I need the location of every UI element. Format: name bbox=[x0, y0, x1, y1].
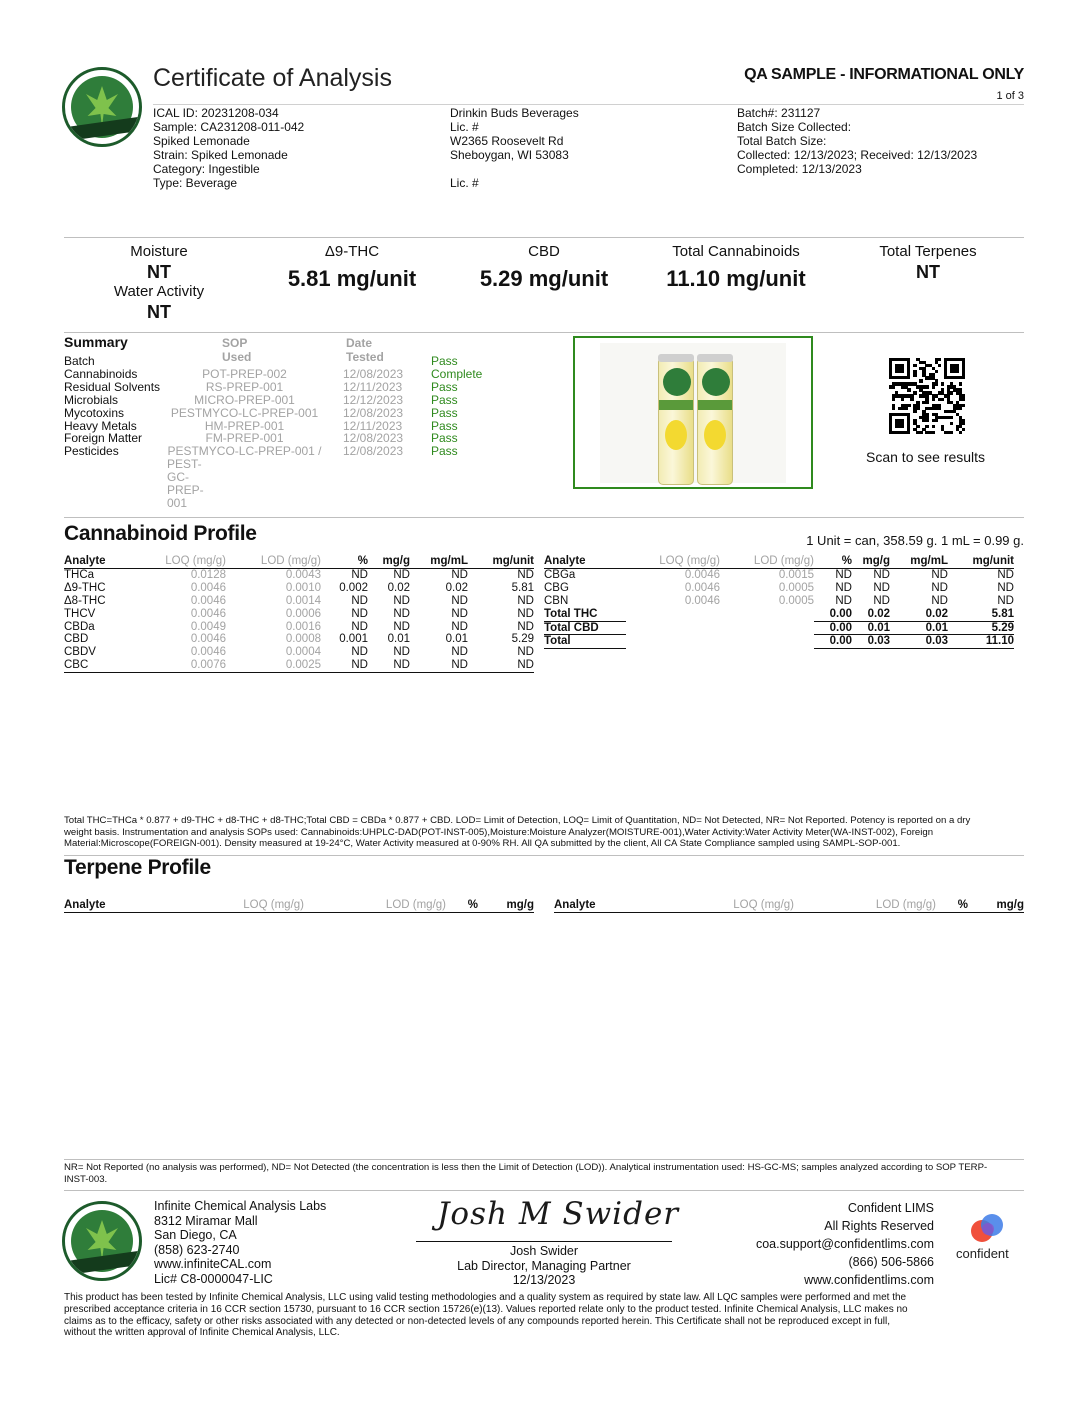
cell-lod bbox=[720, 608, 814, 621]
table-row bbox=[544, 635, 1014, 649]
summary-bottom-rule bbox=[64, 332, 1024, 333]
cell-mg-g: 0.02 bbox=[852, 608, 890, 621]
lims-line: Confident LIMS bbox=[847, 1201, 934, 1215]
thc-value: 5.81 mg/unit bbox=[287, 266, 417, 291]
cell-loq: 0.0128 bbox=[190, 568, 226, 581]
col-mg-g: mg/g bbox=[852, 555, 890, 568]
col-lod: LOD (mg/g) bbox=[794, 899, 936, 912]
terpene-profile-title: Terpene Profile bbox=[64, 856, 211, 879]
summary-sop: FM-PREP-001 bbox=[205, 431, 284, 446]
cell-mg-unit: ND bbox=[517, 568, 534, 581]
cell-mg-g: 0.01 bbox=[387, 633, 410, 646]
summary-title: Summary bbox=[64, 334, 128, 350]
table-row bbox=[544, 608, 1014, 621]
col-loq: LOQ (mg/g) bbox=[626, 555, 720, 568]
disclaimer-line: This product has been tested by Infinite Chemical Analysis, LLC using valid testing methodologies and a quality system as required by state law. All LQC samples were performed and met the bbox=[64, 1292, 907, 1303]
col-mg-g: mg/g bbox=[968, 899, 1024, 912]
summary-sop: PEST-GC-PREP-001 bbox=[167, 457, 204, 510]
cell-percent: ND bbox=[351, 607, 368, 620]
cell-analyte: CBG bbox=[544, 581, 569, 594]
cell-mg-ml: ND bbox=[451, 620, 468, 633]
scan-label: Scan to see results bbox=[866, 449, 986, 465]
footnote-line: Total THC=THCa * 0.877 + d9-THC + d8-THC + d8-THC;Total CBD = CBDa * 0.877 + CBD. LOD= Limit of Detection, LOQ= Limit of Quantitation, ND= Not Detected, NR= Not Reported. Potency is reported on a dry bbox=[64, 815, 971, 826]
summary-test-name: Residual Solvents bbox=[64, 379, 161, 394]
cell-lod: 0.0005 bbox=[778, 594, 814, 607]
cell-analyte: Δ8-THC bbox=[64, 594, 106, 607]
cell-lod: 0.0015 bbox=[778, 568, 814, 581]
cell-loq: 0.0046 bbox=[190, 633, 226, 646]
disclaimer bbox=[64, 1292, 1024, 1339]
cell-mg-unit: ND bbox=[997, 581, 1014, 594]
col-percent: % bbox=[936, 899, 968, 912]
cell-lod: 0.0014 bbox=[285, 594, 321, 607]
cell-lod: 0.0004 bbox=[285, 646, 321, 659]
summary-test-name: Heavy Metals bbox=[64, 418, 137, 433]
cell-percent: ND bbox=[835, 568, 852, 581]
col-percent: % bbox=[446, 899, 478, 912]
col-percent: % bbox=[814, 555, 852, 568]
client-line: Lic. # bbox=[450, 120, 479, 134]
cannabinoid-table-right bbox=[544, 555, 1014, 649]
summary-test-name: Batch bbox=[64, 354, 95, 368]
summary-result: Pass bbox=[431, 444, 458, 459]
sample-line: Spiked Lemonade bbox=[153, 134, 250, 148]
cell-loq: 0.0046 bbox=[684, 594, 720, 607]
summary-result: Pass bbox=[431, 405, 458, 420]
batch-line: Batch#: 231127 bbox=[737, 106, 821, 120]
footnote-line: INST-003. bbox=[64, 1173, 108, 1185]
cell-percent: ND bbox=[351, 594, 368, 607]
qa-notice: QA SAMPLE - INFORMATIONAL ONLY bbox=[744, 66, 1024, 83]
water-activity-value: NT bbox=[147, 302, 171, 322]
summary-result: Pass bbox=[431, 379, 458, 394]
lab-line: Lic# C8-0000047-LIC bbox=[154, 1271, 273, 1286]
cell-analyte: CBGa bbox=[544, 568, 576, 581]
signature: Josh M Swider bbox=[437, 1196, 680, 1232]
cannabinoid-footnote bbox=[64, 815, 1024, 850]
signer-line: Josh Swider bbox=[509, 1244, 579, 1258]
disclaimer-line: claims as to the efficacy, safety or other risks associated with any detected or non-detected levels of any compounds reported herein. This Certificate shall not be reproduced except in full, bbox=[64, 1315, 890, 1327]
cell-loq: 0.0046 bbox=[684, 581, 720, 594]
client-line: Sheboygan, WI 53083 bbox=[450, 148, 569, 162]
table-row bbox=[64, 568, 534, 581]
table-row bbox=[64, 659, 534, 672]
summary-test-name: Foreign Matter bbox=[64, 431, 143, 446]
cell-lod: 0.0006 bbox=[285, 607, 321, 620]
summary-test-name: Cannabinoids bbox=[64, 366, 138, 381]
cell-mg-unit: 5.81 bbox=[948, 608, 1014, 621]
unit-note: 1 Unit = can, 358.59 g. 1 mL = 0.99 g. bbox=[806, 533, 1024, 548]
cell-analyte: CBD bbox=[64, 633, 89, 646]
cannabinoid-top-rule bbox=[64, 517, 1024, 518]
sample-info bbox=[153, 106, 304, 190]
header-rule bbox=[153, 104, 1024, 105]
col-mg-ml: mg/mL bbox=[890, 555, 948, 568]
cell-mg-g: ND bbox=[873, 594, 890, 607]
total-terpenes-value: NT bbox=[916, 262, 940, 282]
signer-line: 12/13/2023 bbox=[512, 1273, 576, 1288]
thc-box bbox=[262, 243, 442, 292]
summary-sop: POT-PREP-002 bbox=[202, 366, 287, 381]
cell-lod: 0.0025 bbox=[226, 659, 321, 672]
summary-result: Pass bbox=[431, 392, 458, 407]
disclaimer-line: without the written approval of Infinite Chemical Analysis, LLC. bbox=[64, 1327, 340, 1339]
cell-mg-unit: 11.10 bbox=[948, 635, 1014, 649]
sample-line: ICAL ID: 20231208-034 bbox=[153, 106, 279, 120]
summary-sop: RS-PREP-001 bbox=[205, 379, 284, 394]
lims-line: (866) 506-5866 bbox=[848, 1255, 934, 1269]
col-loq: LOQ (mg/g) bbox=[204, 899, 304, 912]
col-loq: LOQ (mg/g) bbox=[694, 899, 794, 912]
terpene-table-left bbox=[64, 899, 534, 913]
total-cannabinoids-box bbox=[636, 243, 836, 292]
cell-analyte: Total THC bbox=[544, 608, 626, 621]
table-row bbox=[64, 595, 534, 608]
cell-mg-ml: 0.02 bbox=[445, 581, 468, 594]
cell-mg-ml: 0.01 bbox=[445, 633, 468, 646]
cell-percent: 0.00 bbox=[814, 621, 852, 635]
lab-logo bbox=[62, 67, 142, 147]
cell-loq: 0.0046 bbox=[684, 568, 720, 581]
table-header bbox=[64, 555, 534, 568]
col-lod: LOD (mg/g) bbox=[226, 555, 321, 568]
cell-mg-unit: ND bbox=[517, 646, 534, 659]
cell-analyte: CBN bbox=[544, 594, 569, 607]
summary-row bbox=[64, 445, 544, 458]
cell-loq: 0.0046 bbox=[190, 594, 226, 607]
col-mg-unit: mg/unit bbox=[948, 555, 1014, 568]
confident-logo-icon bbox=[968, 1211, 1008, 1245]
cannabinoid-profile-title: Cannabinoid Profile bbox=[64, 522, 257, 545]
cell-mg-g: ND bbox=[393, 594, 410, 607]
sample-line: Type: Beverage bbox=[153, 176, 238, 190]
client-line: W2365 Roosevelt Rd bbox=[450, 134, 564, 148]
cell-loq bbox=[626, 608, 720, 621]
summary-date-header: Date Tested bbox=[346, 336, 384, 364]
cell-analyte: Δ9-THC bbox=[64, 581, 106, 594]
terpene-footnote-rule bbox=[64, 1159, 1024, 1160]
summary-sop: MICRO-PREP-001 bbox=[194, 392, 295, 407]
batch-line: Total Batch Size: bbox=[737, 134, 827, 148]
table-row bbox=[64, 608, 534, 621]
summary-date: 12/12/2023 bbox=[343, 392, 404, 407]
col-analyte: Analyte bbox=[64, 555, 134, 568]
cell-mg-g: ND bbox=[393, 607, 410, 620]
cell-loq: 0.0049 bbox=[190, 620, 226, 633]
cell-percent: 0.00 bbox=[814, 608, 852, 621]
cell-analyte: THCa bbox=[64, 568, 95, 581]
cell-mg-ml: ND bbox=[931, 594, 948, 607]
cell-mg-unit: 5.29 bbox=[948, 621, 1014, 635]
summary-date: 12/11/2023 bbox=[343, 379, 403, 394]
footnote-line: weight basis. Instrumentation and analysis SOPs used: Cannabinoids:UHPLC-DAD(POT-INST-005),Moisture:Moisture Analyzer(MOISTURE-001),Water Activity:Water Activity Meter(WA-INST-002), Foreign bbox=[64, 826, 934, 838]
lims-line: coa.support@confidentlims.com bbox=[755, 1237, 934, 1251]
cbd-box bbox=[454, 243, 634, 292]
cell-loq: 0.0046 bbox=[190, 581, 226, 594]
disclaimer-line: prescribed acceptance criteria in 16 CCR section 15730, pursuant to 16 CCR section 15726(e)(13). Values reported relate only to the product tested. Infinite Chemical Analysis, LLC makes no bbox=[64, 1303, 908, 1315]
lims-line: www.confidentlims.com bbox=[804, 1273, 934, 1287]
cbd-value: 5.29 mg/unit bbox=[479, 266, 609, 291]
col-lod: LOD (mg/g) bbox=[720, 555, 814, 568]
beverage-can bbox=[658, 357, 694, 485]
total-terpenes-label: Total Terpenes bbox=[879, 243, 977, 260]
cell-percent: ND bbox=[835, 594, 852, 607]
cell-mg-ml: 0.02 bbox=[890, 608, 948, 621]
lab-line: San Diego, CA bbox=[154, 1228, 237, 1243]
moisture-box bbox=[84, 243, 234, 323]
summary-sop: HM-PREP-001 bbox=[204, 418, 285, 433]
terpene-table-right bbox=[554, 899, 1024, 913]
cell-lod: 0.0008 bbox=[285, 633, 321, 646]
footer-top-rule bbox=[64, 1190, 1024, 1191]
cell-percent: ND bbox=[835, 581, 852, 594]
summary-result: Pass bbox=[431, 354, 458, 368]
confident-wordmark: confident bbox=[956, 1246, 1009, 1261]
cell-mg-g: 0.01 bbox=[852, 621, 890, 635]
batch-info bbox=[737, 106, 977, 176]
col-mg-unit: mg/unit bbox=[468, 555, 534, 568]
cannabinoid-table-left bbox=[64, 555, 534, 673]
moisture-value: NT bbox=[147, 262, 171, 282]
lab-line: (858) 623-2740 bbox=[154, 1242, 240, 1257]
summary-date: 12/08/2023 bbox=[343, 444, 404, 459]
total-cannabinoids-value: 11.10 mg/unit bbox=[666, 266, 806, 291]
table-row bbox=[64, 582, 534, 595]
signer-line: Lab Director, Managing Partner bbox=[457, 1258, 631, 1273]
cell-lod: 0.0016 bbox=[285, 620, 321, 633]
summary-sop-header: SOP Used bbox=[222, 336, 252, 364]
cell-mg-g: 0.03 bbox=[852, 635, 890, 649]
cell-mg-g: ND bbox=[873, 568, 890, 581]
sample-line: Sample: CA231208-011-042 bbox=[153, 120, 305, 134]
table-row bbox=[64, 646, 534, 659]
client-line: Drinkin Buds Beverages bbox=[450, 106, 579, 120]
cell-mg-ml: ND bbox=[451, 646, 468, 659]
cell-analyte: Total bbox=[544, 635, 626, 649]
moisture-label: Moisture bbox=[130, 243, 188, 260]
cell-mg-ml: ND bbox=[451, 594, 468, 607]
lims-line: All Rights Reserved bbox=[824, 1219, 934, 1233]
cell-mg-g: ND bbox=[393, 568, 410, 581]
cell-loq bbox=[626, 621, 720, 635]
col-analyte: Analyte bbox=[554, 899, 694, 912]
total-cannabinoids-label: Total Cannabinoids bbox=[672, 243, 800, 260]
water-activity-label: Water Activity bbox=[113, 283, 205, 300]
lab-line: www.infiniteCAL.com bbox=[154, 1257, 272, 1272]
sample-line: Strain: Spiked Lemonade bbox=[153, 148, 288, 162]
cbd-label: CBD bbox=[528, 243, 560, 260]
summary-sop: PESTMYCO-LC-PREP-001 / bbox=[167, 444, 322, 459]
summary-row bbox=[64, 381, 544, 394]
cell-mg-unit: ND bbox=[468, 659, 534, 672]
batch-line: Completed: 12/13/2023 bbox=[737, 162, 862, 176]
table-row bbox=[544, 621, 1014, 635]
sample-line: Category: Ingestible bbox=[153, 162, 260, 176]
page-title: Certificate of Analysis bbox=[153, 64, 392, 92]
summary-date: 12/08/2023 bbox=[343, 431, 404, 446]
cell-mg-ml: ND bbox=[931, 568, 948, 581]
summary-row bbox=[64, 394, 544, 407]
cell-analyte: CBDa bbox=[64, 620, 95, 633]
col-analyte: Analyte bbox=[64, 899, 204, 912]
cell-analyte: CBC bbox=[64, 659, 134, 672]
summary-top-rule bbox=[64, 237, 1024, 238]
cell-mg-ml: 0.03 bbox=[890, 635, 948, 649]
cell-mg-g: ND bbox=[873, 581, 890, 594]
cell-loq: 0.0046 bbox=[190, 646, 226, 659]
lab-line: 8312 Miramar Mall bbox=[154, 1213, 258, 1228]
col-mg-g: mg/g bbox=[368, 555, 410, 568]
cell-mg-unit: ND bbox=[517, 620, 534, 633]
table-header bbox=[64, 899, 534, 912]
batch-line: Batch Size Collected: bbox=[737, 120, 852, 134]
cell-percent: ND bbox=[351, 568, 368, 581]
cell-percent: 0.00 bbox=[814, 635, 852, 649]
summary-result: Complete bbox=[431, 366, 483, 381]
lims-contact bbox=[756, 1199, 934, 1289]
cell-lod: 0.0043 bbox=[285, 568, 321, 581]
terpene-footnote bbox=[64, 1162, 1024, 1185]
signature-line bbox=[416, 1241, 672, 1242]
cell-mg-ml: ND bbox=[410, 659, 468, 672]
summary-test-name: Mycotoxins bbox=[64, 405, 125, 420]
cell-percent: ND bbox=[321, 659, 368, 672]
cell-mg-ml: ND bbox=[451, 607, 468, 620]
cell-mg-unit: ND bbox=[517, 594, 534, 607]
cell-mg-g: ND bbox=[393, 646, 410, 659]
cell-lod bbox=[720, 621, 814, 635]
cell-lod bbox=[720, 635, 814, 649]
lab-line: Infinite Chemical Analysis Labs bbox=[154, 1199, 327, 1213]
cell-mg-unit: ND bbox=[997, 568, 1014, 581]
cell-loq bbox=[626, 635, 720, 649]
total-terpenes-box bbox=[848, 243, 1008, 283]
cell-analyte: Total CBD bbox=[544, 621, 626, 635]
cell-mg-unit: ND bbox=[517, 607, 534, 620]
summary-date: 12/11/2023 bbox=[343, 418, 403, 433]
col-lod: LOD (mg/g) bbox=[304, 899, 446, 912]
table-row bbox=[64, 621, 534, 634]
footnote-line: NR= Not Reported (no analysis was performed), ND= Not Detected (the concentration is less then the Limit of Detection (LOD)). Analytical instrumentation used: HS-GC-MS; samples analyzed according to SOP TERP- bbox=[64, 1162, 988, 1173]
cell-analyte: CBDV bbox=[64, 646, 96, 659]
table-row bbox=[544, 582, 1014, 595]
footnote-line: Material:Microscope(FOREIGN-001). Density measured at 19-24°C, Water Activity measured at 0-90% RH. All QA submitted by the client, All CA State Compliance sampled using SAMPL-SOP-001. bbox=[64, 838, 901, 850]
summary-test-name: Pesticides bbox=[64, 444, 119, 459]
lab-logo bbox=[62, 1201, 142, 1281]
page-number: 1 of 3 bbox=[996, 90, 1024, 102]
signer-block bbox=[416, 1244, 672, 1288]
client-lic: Lic. # bbox=[450, 176, 479, 190]
beverage-can bbox=[697, 357, 733, 485]
cell-mg-unit: 5.81 bbox=[511, 581, 534, 594]
col-loq: LOQ (mg/g) bbox=[134, 555, 226, 568]
cell-mg-g: ND bbox=[368, 659, 410, 672]
cell-percent: 0.001 bbox=[339, 633, 368, 646]
cell-mg-unit: ND bbox=[997, 594, 1014, 607]
summary-row bbox=[64, 407, 544, 420]
product-photo bbox=[573, 336, 813, 489]
table-row bbox=[544, 595, 1014, 608]
qr-code[interactable] bbox=[889, 358, 965, 434]
summary-result: Pass bbox=[431, 431, 458, 446]
col-analyte: Analyte bbox=[544, 555, 626, 568]
summary-date: 12/08/2023 bbox=[343, 405, 404, 420]
thc-label: Δ9-THC bbox=[324, 243, 380, 260]
cell-mg-unit: 5.29 bbox=[511, 633, 534, 646]
cell-percent: 0.002 bbox=[339, 581, 368, 594]
table-header bbox=[544, 555, 1014, 568]
cell-mg-g: 0.02 bbox=[387, 581, 410, 594]
cell-lod: 0.0005 bbox=[778, 581, 814, 594]
col-mg-g: mg/g bbox=[478, 899, 534, 912]
cell-loq: 0.0046 bbox=[190, 607, 226, 620]
lab-contact bbox=[154, 1199, 326, 1287]
col-mg-ml: mg/mL bbox=[410, 555, 468, 568]
summary-sop: PESTMYCO-LC-PREP-001 bbox=[170, 405, 319, 420]
cell-mg-ml: ND bbox=[931, 581, 948, 594]
cell-mg-ml: ND bbox=[451, 568, 468, 581]
summary-test-name: Microbials bbox=[64, 392, 119, 407]
cell-mg-g: ND bbox=[393, 620, 410, 633]
cell-analyte: THCV bbox=[64, 607, 96, 620]
table-row bbox=[544, 568, 1014, 581]
table-header bbox=[554, 899, 1024, 912]
cell-percent: ND bbox=[351, 620, 368, 633]
client-info bbox=[450, 106, 579, 190]
col-percent: % bbox=[321, 555, 368, 568]
summary-date: 12/08/2023 bbox=[343, 366, 404, 381]
cell-mg-ml: 0.01 bbox=[890, 621, 948, 635]
cell-loq: 0.0076 bbox=[134, 659, 226, 672]
summary-result: Pass bbox=[431, 418, 458, 433]
cell-lod: 0.0010 bbox=[285, 581, 321, 594]
batch-line: Collected: 12/13/2023; Received: 12/13/2023 bbox=[737, 148, 978, 162]
cell-percent: ND bbox=[351, 646, 368, 659]
table-row bbox=[64, 633, 534, 646]
summary-row bbox=[64, 368, 544, 381]
